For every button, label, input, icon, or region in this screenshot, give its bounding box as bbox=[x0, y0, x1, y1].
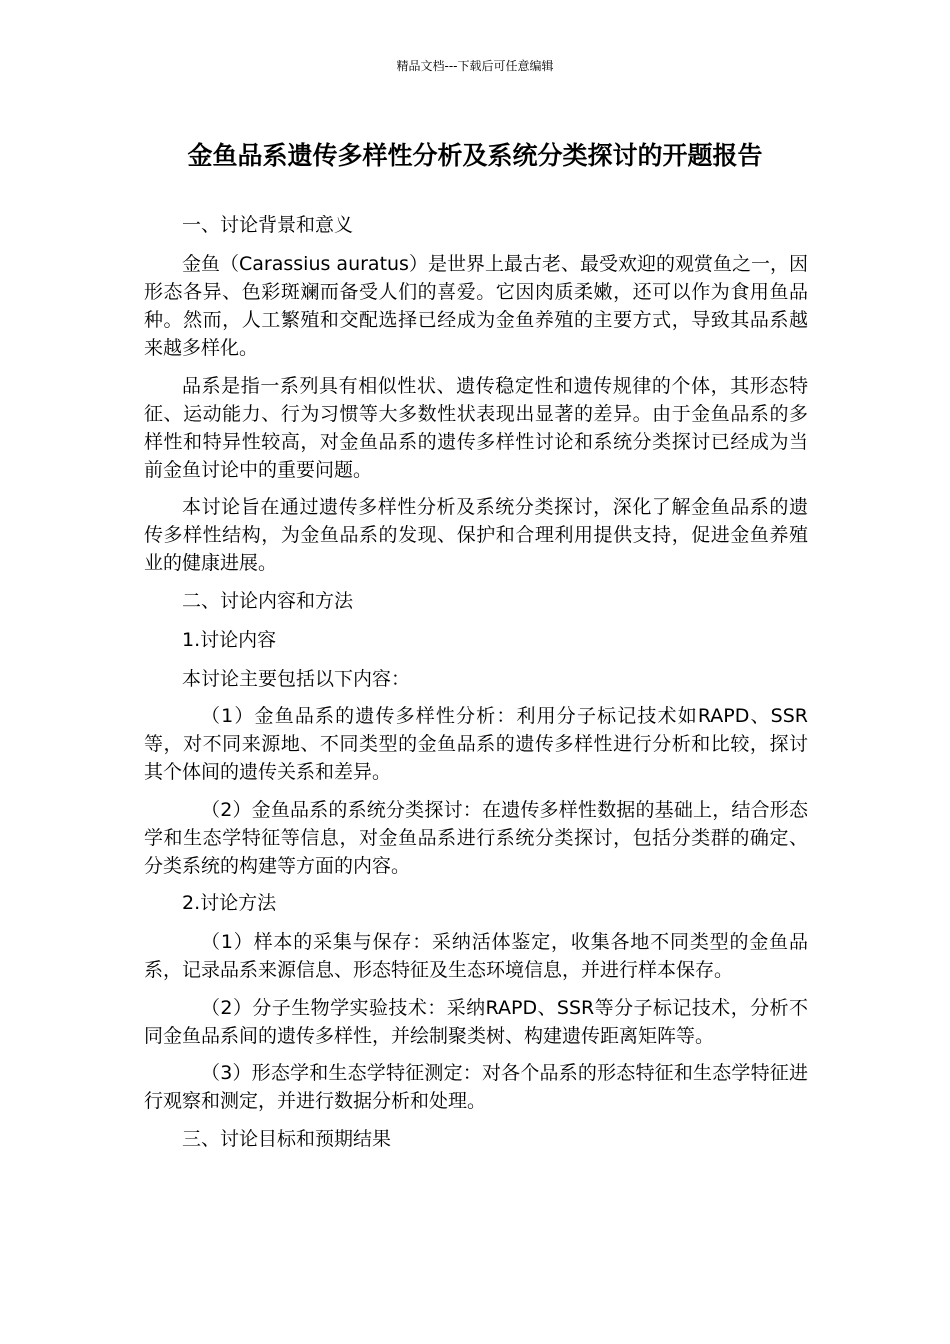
subsection-heading-methods: 2.讨论方法 bbox=[182, 892, 277, 914]
subsection-heading-content: 1.讨论内容 bbox=[182, 628, 277, 651]
document-body bbox=[144, 211, 808, 1164]
section-heading-background: 一、讨论背景和意义 bbox=[182, 214, 354, 236]
paragraph-goldfish-intro: 金鱼（Carassius auratus）是世界上最古老、最受欢迎的观赏鱼之一，因形态各异、色彩斑斓而备受人们的喜爱。它因肉质柔嫩，还可以作为食用鱼品种。然而，人工繁殖和交配选择已经成为金鱼养殖的主要方式，导致其品系越来越多样化。 bbox=[144, 253, 808, 359]
paragraph-study-aim: 本讨论旨在通过遗传多样性分析及系统分类探讨，深化了解金鱼品系的遗传多样性结构，为金鱼品系的发现、保护和合理利用提供支持，促进金鱼养殖业的健康进展。 bbox=[144, 496, 808, 574]
paragraph-content-intro: 本讨论主要包括以下内容： bbox=[182, 667, 411, 690]
list-item-morphology: （3）形态学和生态学特征测定：对各个品系的形态特征和生态学特征进行观察和测定，并进行数据分析和处理。 bbox=[144, 1062, 808, 1112]
list-item-molecular-techniques: （2）分子生物学实验技术：采纳RAPD、SSR等分子标记技术，分析不同金鱼品系间的遗传多样性，并绘制聚类树、构建遗传距离矩阵等。 bbox=[144, 996, 808, 1047]
header-note: 精品文档---下载后可任意编辑 bbox=[396, 59, 554, 73]
section-heading-content-methods: 二、讨论内容和方法 bbox=[182, 589, 354, 612]
paragraph-strain-definition: 品系是指一系列具有相似性状、遗传稳定性和遗传规律的个体，其形态特征、运动能力、行为习惯等大多数性状表现出显著的差异。由于金鱼品系的多样性和特异性较高，对金鱼品系的遗传多样性讨论和系统分类探讨已经成为当前金鱼讨论中的重要问题。 bbox=[144, 374, 808, 481]
section-heading-goals: 三、讨论目标和预期结果 bbox=[182, 1127, 392, 1150]
list-item-diversity-analysis: （1）金鱼品系的遗传多样性分析：利用分子标记技术如RAPD、SSR等，对不同来源地、不同类型的金鱼品系的遗传多样性进行分析和比较，探讨其个体间的遗传关系和差异。 bbox=[144, 705, 808, 783]
list-item-classification: （2）金鱼品系的系统分类探讨：在遗传多样性数据的基础上，结合形态学和生态学特征等信息，对金鱼品系进行系统分类探讨，包括分类群的确定、分类系统的构建等方面的内容。 bbox=[144, 798, 808, 877]
document-title: 金鱼品系遗传多样性分析及系统分类探讨的开题报告 bbox=[187, 141, 763, 170]
list-item-sampling: （1）样本的采集与保存：采纳活体鉴定，收集各地不同类型的金鱼品系，记录品系来源信息、形态特征及生态环境信息，并进行样本保存。 bbox=[144, 931, 808, 981]
